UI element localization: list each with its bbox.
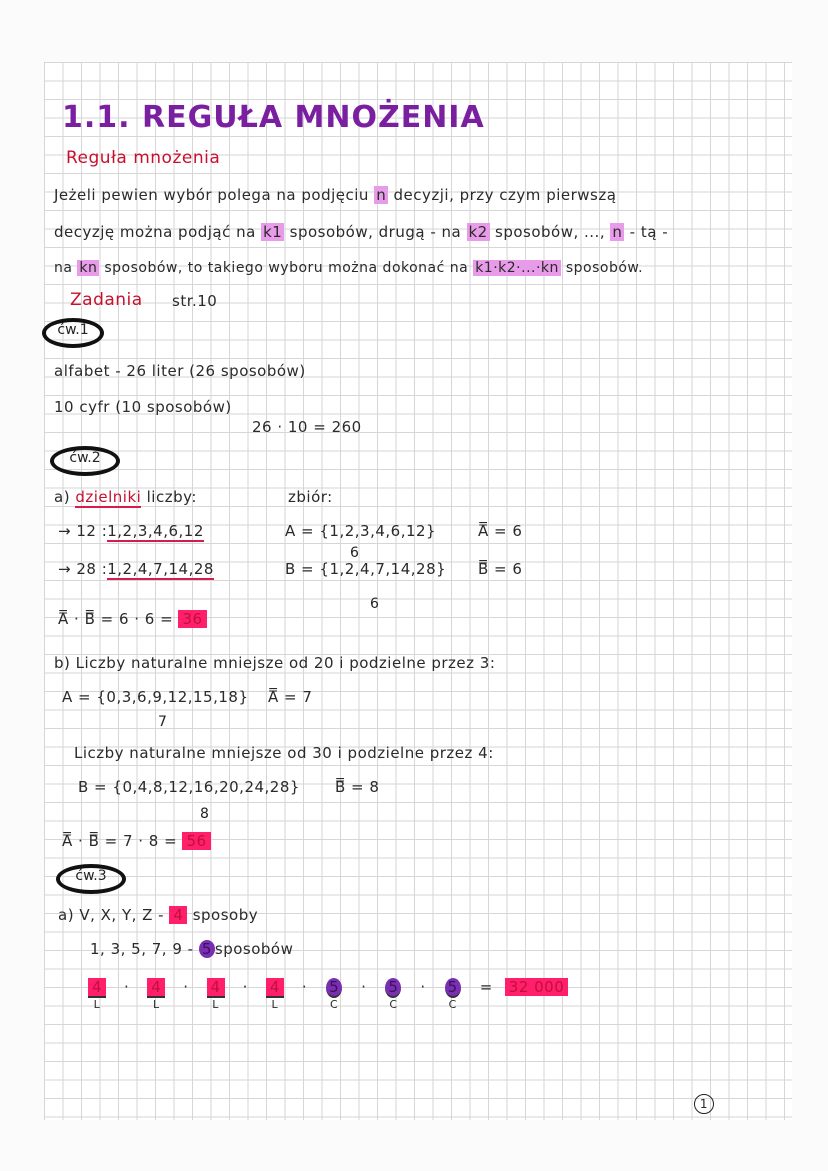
ex3-letters: a) V, X, Y, Z - 4 sposoby [58,906,259,924]
operator: = [479,978,493,996]
slot [438,978,468,1011]
page-title: 1.1. REGUŁA MNOŻENIA [62,100,485,135]
divisors-12: → 12 :1,2,3,4,6,12 [58,522,204,540]
slot-type: L [93,998,101,1011]
card-a: A̿ = 6 [478,522,523,540]
operator: · [420,978,426,996]
set-b: B = {1,2,4,7,14,28} [285,560,447,578]
ex1-line-2: 10 cyfr (10 sposobów) [54,398,232,416]
ex1-result: 26 · 10 = 260 [252,418,362,436]
ex3-digits: 1, 3, 5, 7, 9 - 5 sposobów [90,940,294,958]
card-b: B̿ = 6 [478,560,523,578]
set-heading: zbiór: [288,488,333,506]
exercise-1-label: ćw.1 [42,318,104,348]
ex2-b-card-b: B̿ = 8 [335,778,380,796]
exercise-2-label: ćw.2 [50,446,120,476]
slot-type: C [389,998,398,1011]
ex2-b-set-b: B = {0,4,8,12,16,20,24,28} [78,778,300,796]
slot-value: 5 [445,978,461,998]
ex2-b-count-a: 7 [158,714,167,730]
section-subtitle: Reguła mnożenia [66,148,221,168]
exercise-3-label: ćw.3 [56,864,126,894]
ex1-line-1: alfabet - 26 liter (26 sposobów) [54,362,306,380]
ex2-b-card-a: A̿ = 7 [268,688,313,706]
set-a-count: 6 [350,545,359,561]
ex2-a-heading: a) dzielniki liczby: [54,488,197,506]
rule-line-3: na kn sposobów, to takiego wyboru można dokonać na k1·k2·...·kn sposobów. [54,260,644,276]
slot [378,978,408,1011]
rule-line-2: decyzję można podjąć na k1 sposobów, drugą - na k2 sposobów, ..., n - tą - [54,223,669,241]
tasks-page: str.10 [172,292,218,310]
operator: · [361,978,367,996]
ex2-a-result: A̿ · B̿ = 6 · 6 = 36 [58,610,207,628]
tasks-label: Zadania [70,290,143,310]
ex2-b-count-b: 8 [200,806,209,822]
slot-value: 5 [385,978,401,998]
slot-type: L [212,998,219,1011]
ex3-product [82,978,568,1011]
rule-line-1: Jeżeli pewien wybór polega na podjęciu n decyzji, przy czym pierwszą [54,186,617,204]
operator: · [242,978,248,996]
slot-type: C [448,998,457,1011]
slot-type: L [271,998,279,1011]
operator: · [124,978,130,996]
slot-value: 4 [266,978,284,998]
ex2-b-line-1: b) Liczby naturalne mniejsze od 20 i podzielne przez 3: [54,654,496,672]
slot [319,978,349,1011]
slot-value: 5 [326,978,342,998]
slot-type: L [152,998,160,1011]
set-a: A = {1,2,3,4,6,12} [285,522,437,540]
ex2-b-line-2: Liczby naturalne mniejsze od 30 i podzielne przez 4: [74,744,494,762]
ex3-answer: 32 000 [505,978,569,996]
slot-value: 4 [207,978,225,998]
ex2-b-set-a: A = {0,3,6,9,12,15,18} [62,688,249,706]
page-number: 1 [694,1094,714,1114]
slot [141,978,171,1011]
slot-value: 4 [88,978,106,998]
set-b-count: 6 [370,596,379,612]
grid-paper [44,62,792,1120]
slot [82,978,112,1011]
slot [201,978,231,1011]
divisors-28: → 28 :1,2,4,7,14,28 [58,560,214,578]
slot [260,978,290,1011]
slot-value: 4 [147,978,165,998]
operator: · [301,978,308,996]
ex2-b-result: A̿ · B̿ = 7 · 8 = 56 [62,832,211,850]
operator: · [183,978,189,996]
slot-type: C [330,998,339,1011]
